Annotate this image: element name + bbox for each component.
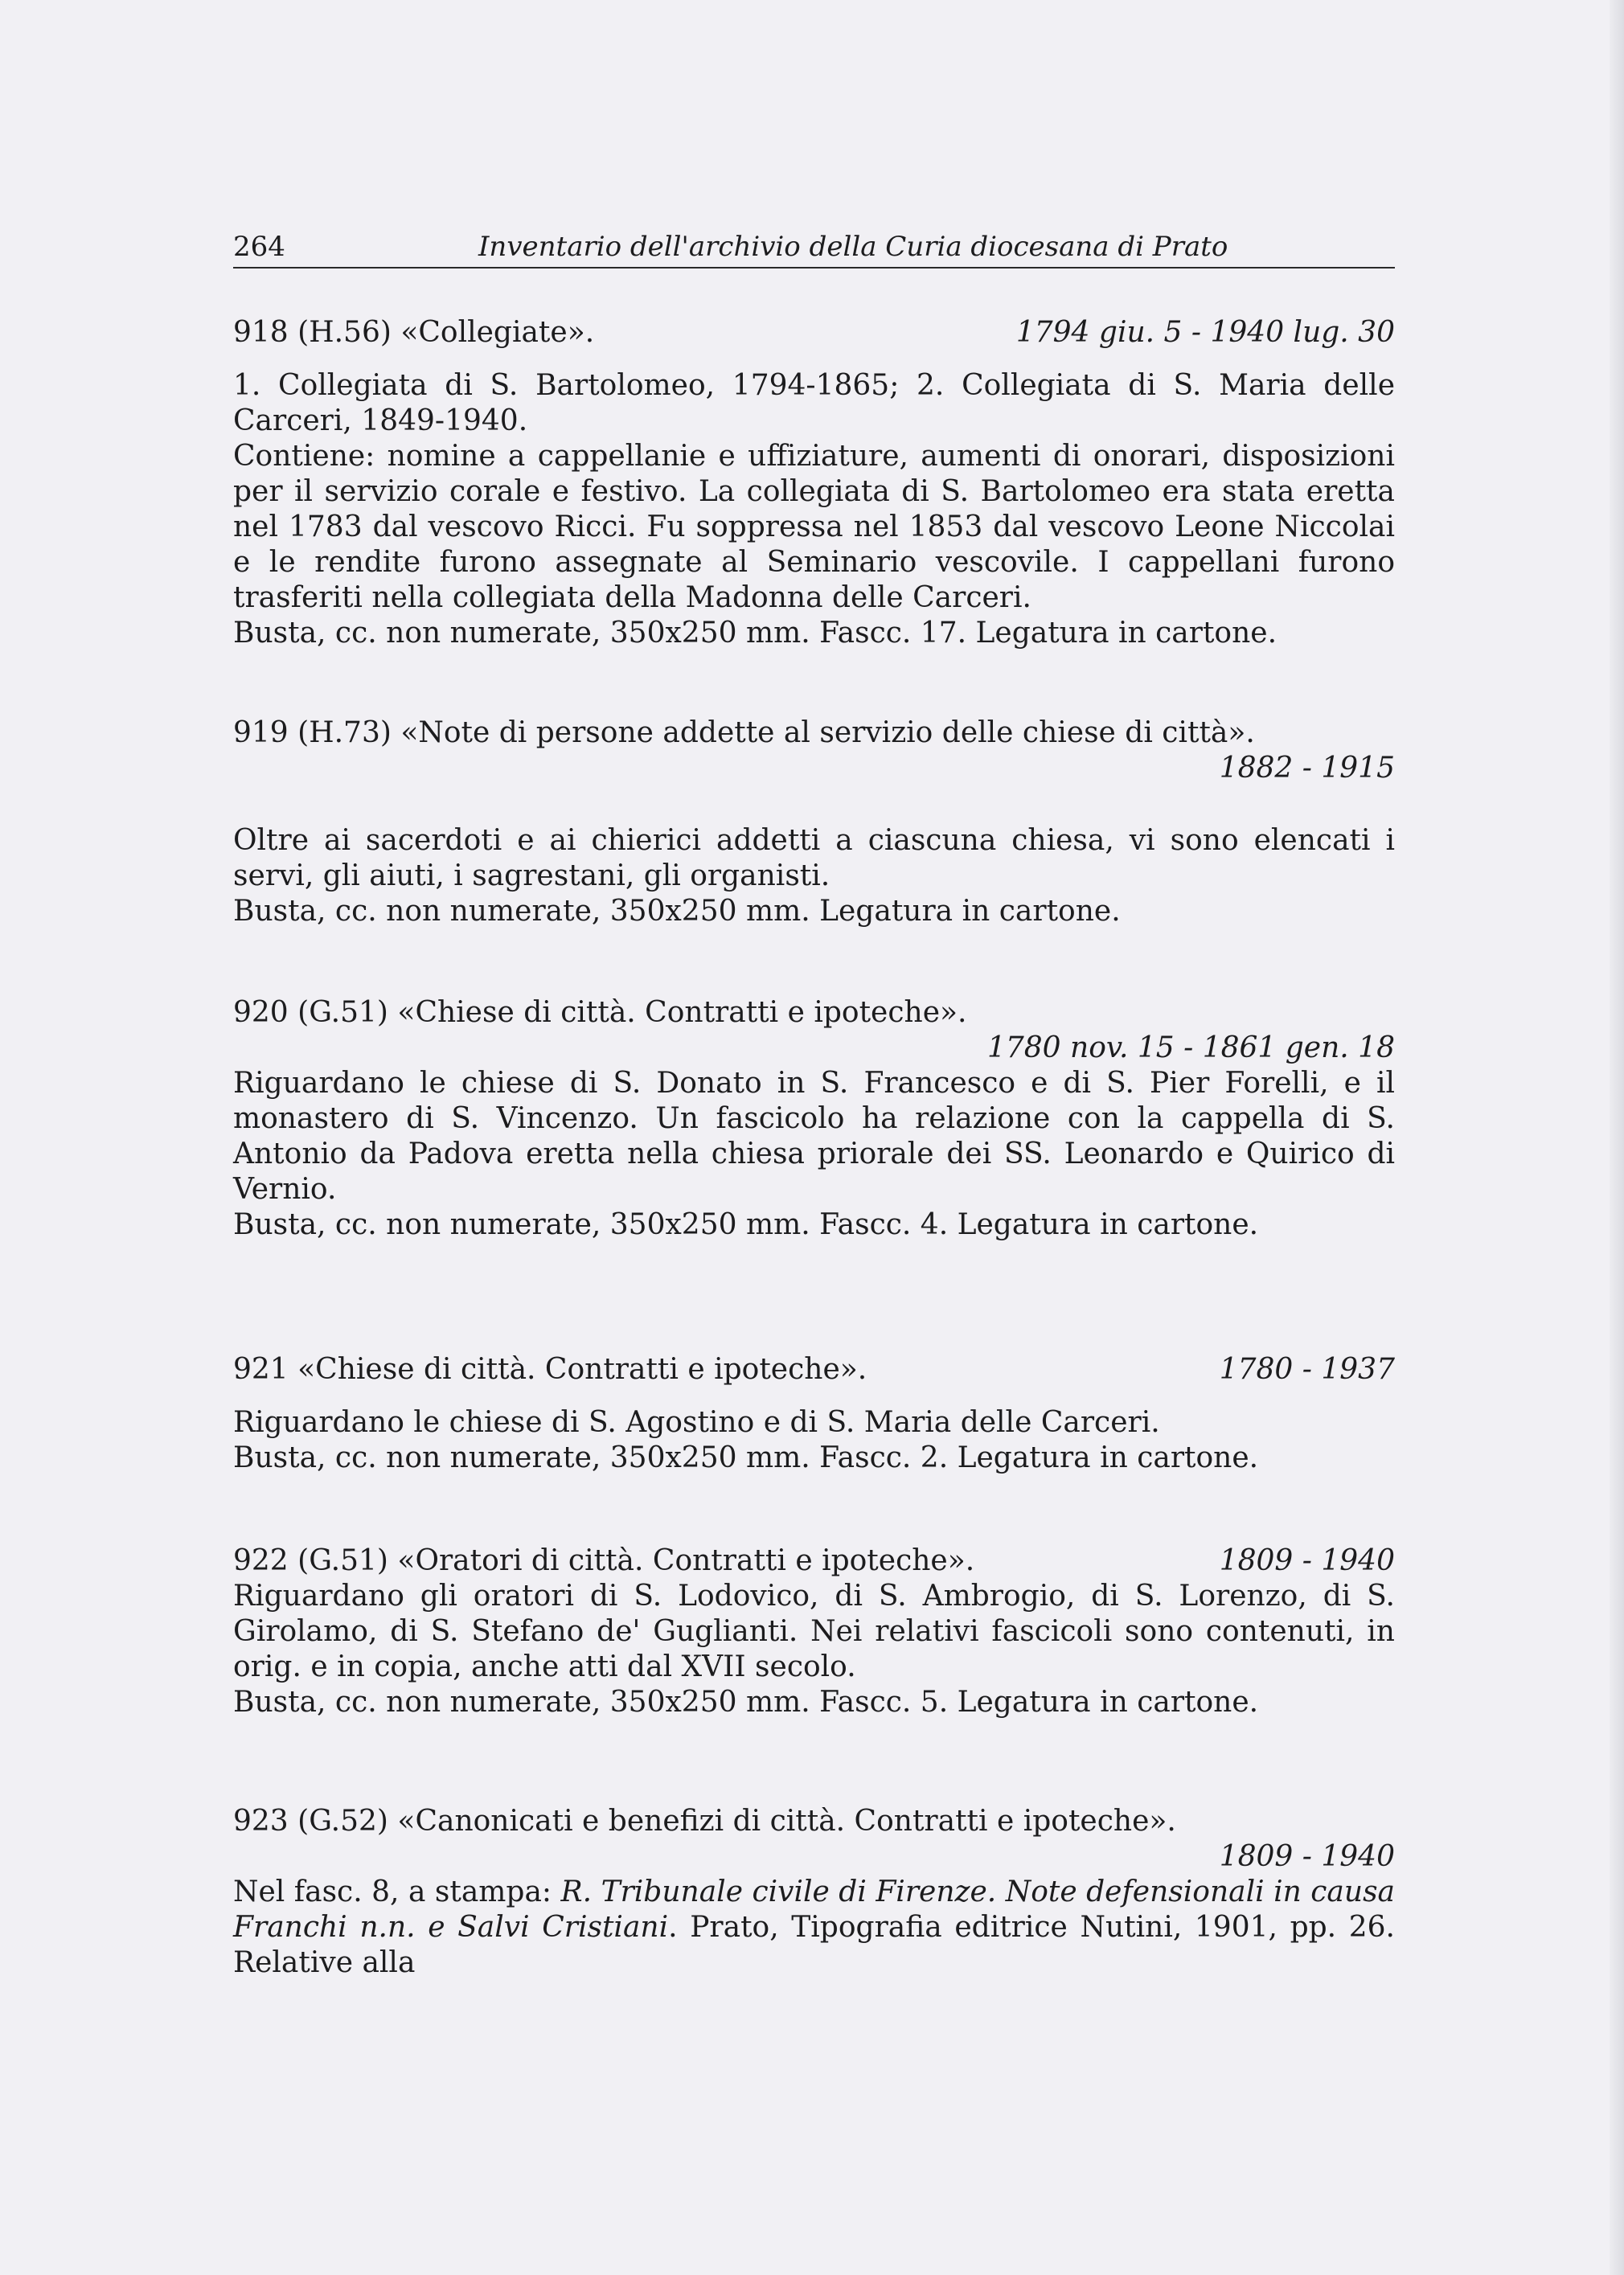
- entry-title: 921 «Chiese di città. Contratti e ipoteche».: [233, 1353, 867, 1386]
- entry-text: Busta, cc. non numerate, 350x250 mm. Fascc. 17. Legatura in cartone.: [233, 617, 1277, 650]
- entry-text: [233, 1875, 1395, 1981]
- entry-date: 1780 - 1937: [1219, 1353, 1395, 1386]
- entry-title: 920 (G.51) «Chiese di città. Contratti e ipoteche».: [233, 996, 967, 1029]
- entry-heading: [233, 315, 1395, 350]
- entry-heading: [233, 1543, 1395, 1579]
- page-content: [233, 315, 1395, 1981]
- entry-text: Busta, cc. non numerate, 350x250 mm. Fascc. 2. Legatura in cartone.: [233, 1441, 1259, 1474]
- entry-text: Busta, cc. non numerate, 350x250 mm. Fascc. 5. Legatura in cartone.: [233, 1686, 1259, 1719]
- entry-title: 923 (G.52) «Canonicati e benefizi di città. Contratti e ipoteche».: [233, 1805, 1176, 1838]
- entry-922: [233, 1543, 1395, 1720]
- page-number: 264: [233, 231, 285, 263]
- page-header: [233, 227, 1395, 268]
- entry-text: Riguardano le chiese di S. Donato in S. Francesco e di S. Pier Forelli, e il monastero di S. Vincenzo. Un fascicolo ha relazione con la cappella di S. Antonio da Padova eretta nella chiesa priorale dei SS. Leonardo e Quirico di Vernio.: [233, 1067, 1395, 1206]
- entry-title: 919 (H.73) «Note di persone addette al servizio delle chiese di città».: [233, 716, 1255, 749]
- entry-text: Busta, cc. non numerate, 350x250 mm. Legatura in cartone.: [233, 895, 1121, 928]
- page-edge: [1610, 0, 1624, 2275]
- entry-text-tail: . Prato, Tipografia editrice Nutini, 1901, pp. 26. Relative alla: [233, 1911, 1395, 1979]
- entry-text: Contiene: nomine a cappellanie e uffiziature, aumenti di onorari, disposizioni per il servizio corale e festivo. La collegiata di S. Bartolomeo era stata eretta nel 1783 dal vescovo Ricci. Fu soppressa nel 1853 dal vescovo Leone Niccolai e le rendite furono assegnate al Seminario vescovile. I cappellani furono trasferiti nella collegiata della Madonna delle Carceri.: [233, 440, 1395, 614]
- entry-921: [233, 1352, 1395, 1476]
- entry-heading: [233, 995, 1395, 1031]
- entry-date: 1780 nov. 15 - 1861 gen. 18: [986, 1031, 1395, 1064]
- entry-920: [233, 995, 1395, 1243]
- entry-919: [233, 715, 1395, 929]
- entry-heading: [233, 715, 1395, 751]
- entry-date: 1882 - 1915: [1219, 752, 1395, 785]
- entry-date: 1809 - 1940: [1219, 1544, 1395, 1577]
- entry-heading: [233, 1352, 1395, 1388]
- running-title: Inventario dell'archivio della Curia diocesana di Prato: [478, 231, 1228, 263]
- entry-title: 918 (H.56) «Collegiate».: [233, 316, 595, 349]
- entry-text: Riguardano gli oratori di S. Lodovico, di S. Ambrogio, di S. Lorenzo, di S. Girolamo, di S. Stefano de' Guglianti. Nei relativi fascicoli sono contenuti, in orig. e in copia, anche atti dal XVII secolo.: [233, 1580, 1395, 1683]
- entry-text: Riguardano le chiese di S. Agostino e di S. Maria delle Carceri.: [233, 1406, 1160, 1439]
- entry-918: [233, 315, 1395, 651]
- entry-text-citation: R. Tribunale civile di Firenze. Note defensionali in causa Franchi n.n. e Salvi Cristiani: [233, 1875, 1396, 1944]
- entry-title: 922 (G.51) «Oratori di città. Contratti e ipoteche».: [233, 1544, 975, 1577]
- entry-date: 1809 - 1940: [1219, 1840, 1395, 1873]
- entry-923: [233, 1804, 1395, 1981]
- entry-text-lead: Nel fasc. 8, a stampa:: [233, 1875, 561, 1908]
- entry-date: 1794 giu. 5 - 1940 lug. 30: [1015, 316, 1395, 349]
- entry-text: Oltre ai sacerdoti e ai chierici addetti a ciascuna chiesa, vi sono elencati i servi, gli aiuti, i sagrestani, gli organisti.: [233, 824, 1395, 892]
- entry-text: Busta, cc. non numerate, 350x250 mm. Fascc. 4. Legatura in cartone.: [233, 1208, 1259, 1241]
- entry-text: 1. Collegiata di S. Bartolomeo, 1794-1865; 2. Collegiata di S. Maria delle Carceri, 1849-1940.: [233, 369, 1395, 437]
- entry-heading: [233, 1804, 1395, 1839]
